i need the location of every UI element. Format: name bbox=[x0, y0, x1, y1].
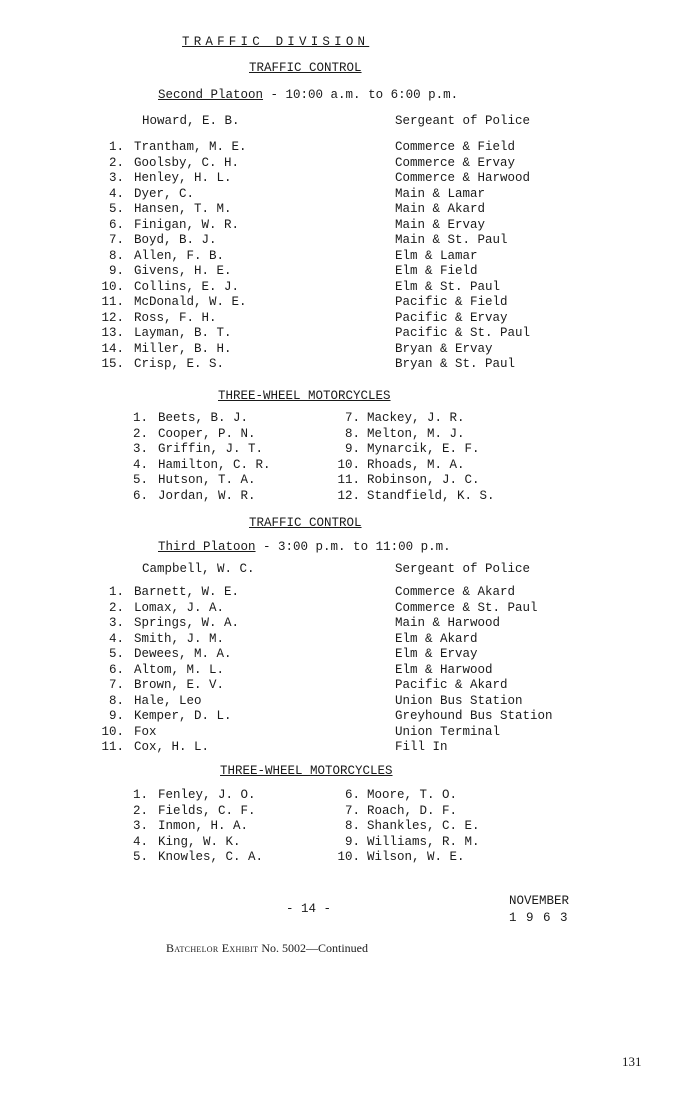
officer-name: Jordan, W. R. bbox=[158, 488, 256, 503]
post-location: Commerce & Field bbox=[395, 140, 516, 154]
post-location: Elm & Akard bbox=[395, 631, 478, 646]
row-number: 6. bbox=[132, 488, 148, 503]
roster-row bbox=[0, 233, 691, 249]
platoon2-label: Third Platoon bbox=[158, 540, 256, 554]
moto-row bbox=[0, 804, 691, 820]
officer-name: Trantham, M. E. bbox=[134, 140, 247, 154]
post-location: Elm & Lamar bbox=[395, 248, 478, 263]
post-location: Pacific & Ervay bbox=[395, 310, 508, 325]
row-number: 4. bbox=[108, 186, 124, 201]
roster-row bbox=[0, 187, 691, 203]
platoon2-heading bbox=[158, 540, 451, 555]
row-number: 9. bbox=[108, 709, 124, 723]
row-number: 2. bbox=[132, 803, 148, 818]
officer-name: Cox, H. L. bbox=[134, 740, 210, 754]
row-number: 10. bbox=[337, 457, 360, 472]
roster-row bbox=[0, 663, 691, 679]
officer-name: Shankles, C. E. bbox=[367, 819, 480, 833]
roster-row bbox=[0, 171, 691, 187]
officer-name: Moore, T. O. bbox=[367, 788, 458, 802]
post-location: Bryan & St. Paul bbox=[395, 357, 516, 371]
row-number: 4. bbox=[108, 631, 124, 646]
row-number: 3. bbox=[132, 819, 148, 833]
officer-name: Mynarcik, E. F. bbox=[367, 442, 480, 456]
moto-row bbox=[0, 427, 691, 443]
row-number: 8. bbox=[344, 426, 360, 441]
row-number: 5. bbox=[108, 647, 124, 661]
officer-name: Ross, F. H. bbox=[134, 310, 217, 325]
row-number: 7. bbox=[344, 803, 360, 818]
roster-row bbox=[0, 647, 691, 663]
roster-row bbox=[0, 249, 691, 265]
officer-name: Barnett, W. E. bbox=[134, 585, 240, 599]
post-location: Elm & Harwood bbox=[395, 662, 493, 677]
officer-name: Finigan, W. R. bbox=[134, 217, 240, 232]
post-location: Elm & Ervay bbox=[395, 647, 478, 661]
row-number: 12. bbox=[101, 310, 124, 325]
row-number: 1. bbox=[108, 585, 124, 599]
post-location: Union Terminal bbox=[395, 724, 501, 739]
officer-name: Kemper, D. L. bbox=[134, 709, 232, 723]
moto-row bbox=[0, 442, 691, 458]
sergeant2-name: Campbell, W. C. bbox=[142, 562, 255, 576]
roster-row bbox=[0, 616, 691, 632]
officer-name: Brown, E. V. bbox=[134, 678, 225, 692]
platoon1-hours: - 10:00 a.m. to 6:00 p.m. bbox=[270, 88, 459, 102]
moto-row bbox=[0, 850, 691, 866]
post-location: Commerce & Ervay bbox=[395, 155, 516, 170]
moto-row bbox=[0, 819, 691, 835]
officer-name: Fields, C. F. bbox=[158, 803, 256, 818]
post-location: Fill In bbox=[395, 740, 448, 754]
page-number: - 14 - bbox=[286, 902, 332, 916]
officer-name: Lomax, J. A. bbox=[134, 600, 225, 615]
exhibit-prefix: Batchelor Exhibit bbox=[166, 941, 259, 955]
row-number: 10. bbox=[101, 279, 124, 294]
exhibit-caption bbox=[166, 941, 368, 956]
row-number: 3. bbox=[132, 442, 148, 456]
officer-name: Fox bbox=[134, 724, 157, 739]
moto1-title: THREE-WHEEL MOTORCYCLES bbox=[218, 389, 391, 403]
post-location: Main & Ervay bbox=[395, 217, 486, 232]
post-location: Bryan & Ervay bbox=[395, 341, 493, 356]
officer-name: Standfield, K. S. bbox=[367, 488, 495, 503]
roster-row bbox=[0, 740, 691, 756]
footer-year: 1 9 6 3 bbox=[509, 911, 569, 925]
post-location: Main & Lamar bbox=[395, 186, 486, 201]
officer-name: Dewees, M. A. bbox=[134, 647, 232, 661]
row-number: 3. bbox=[108, 171, 124, 185]
row-number: 5. bbox=[132, 850, 148, 864]
officer-name: Inmon, H. A. bbox=[158, 819, 249, 833]
officer-name: Altom, M. L. bbox=[134, 662, 225, 677]
officer-name: Hale, Leo bbox=[134, 693, 202, 708]
officer-name: Dyer, C. bbox=[134, 186, 195, 201]
moto-row bbox=[0, 473, 691, 489]
moto-row bbox=[0, 489, 691, 505]
roster-row bbox=[0, 156, 691, 172]
row-number: 9. bbox=[108, 264, 124, 278]
section1-title: TRAFFIC CONTROL bbox=[249, 61, 362, 75]
row-number: 11. bbox=[337, 473, 360, 487]
roster-row bbox=[0, 218, 691, 234]
officer-name: Cooper, P. N. bbox=[158, 426, 256, 441]
officer-name: Rhoads, M. A. bbox=[367, 457, 465, 472]
platoon2-hours: - 3:00 p.m. to 11:00 p.m. bbox=[263, 540, 451, 554]
officer-name: Goolsby, C. H. bbox=[134, 155, 240, 170]
officer-name: Hamilton, C. R. bbox=[158, 457, 271, 472]
officer-name: Mackey, J. R. bbox=[367, 411, 465, 425]
officer-name: Springs, W. A. bbox=[134, 616, 240, 630]
officer-name: Givens, H. E. bbox=[134, 264, 232, 278]
sergeant1-name: Howard, E. B. bbox=[142, 114, 240, 128]
row-number: 11. bbox=[101, 740, 124, 754]
post-location: Commerce & Akard bbox=[395, 585, 516, 599]
officer-name: Allen, F. B. bbox=[134, 248, 225, 263]
post-location: Pacific & Akard bbox=[395, 678, 508, 692]
platoon1-label: Second Platoon bbox=[158, 88, 264, 102]
sergeant2-title: Sergeant of Police bbox=[395, 562, 531, 576]
officer-name: Wilson, W. E. bbox=[367, 850, 465, 864]
roster-row bbox=[0, 202, 691, 218]
exhibit-suffix: —Continued bbox=[306, 941, 368, 955]
roster-row bbox=[0, 342, 691, 358]
post-location: Commerce & St. Paul bbox=[395, 600, 538, 615]
post-location: Pacific & Field bbox=[395, 295, 508, 309]
row-number: 6. bbox=[344, 788, 360, 802]
roster-row bbox=[0, 709, 691, 725]
officer-name: Hutson, T. A. bbox=[158, 473, 256, 487]
roster-row bbox=[0, 326, 691, 342]
officer-name: Henley, H. L. bbox=[134, 171, 232, 185]
row-number: 2. bbox=[132, 426, 148, 441]
officer-name: McDonald, W. E. bbox=[134, 295, 247, 309]
officer-name: Layman, B. T. bbox=[134, 326, 232, 340]
roster-row bbox=[0, 585, 691, 601]
officer-name: Williams, R. M. bbox=[367, 834, 480, 849]
row-number: 10. bbox=[337, 850, 360, 864]
moto-row bbox=[0, 458, 691, 474]
row-number: 6. bbox=[108, 217, 124, 232]
roster-row bbox=[0, 140, 691, 156]
row-number: 7. bbox=[108, 233, 124, 247]
officer-name: Robinson, J. C. bbox=[367, 473, 480, 487]
officer-name: Melton, M. J. bbox=[367, 426, 465, 441]
officer-name: Hansen, T. M. bbox=[134, 202, 232, 216]
roster-row bbox=[0, 264, 691, 280]
post-location: Main & Harwood bbox=[395, 616, 501, 630]
moto-row bbox=[0, 835, 691, 851]
row-number: 5. bbox=[132, 473, 148, 487]
row-number: 1. bbox=[132, 411, 148, 425]
row-number: 8. bbox=[108, 693, 124, 708]
roster-row bbox=[0, 678, 691, 694]
roster-row bbox=[0, 295, 691, 311]
officer-name: Beets, B. J. bbox=[158, 411, 249, 425]
row-number: 1. bbox=[132, 788, 148, 802]
officer-name: Fenley, J. O. bbox=[158, 788, 256, 802]
officer-name: Griffin, J. T. bbox=[158, 442, 264, 456]
officer-name: Knowles, C. A. bbox=[158, 850, 264, 864]
row-number: 12. bbox=[337, 488, 360, 503]
officer-name: Miller, B. H. bbox=[134, 341, 232, 356]
officer-name: Collins, E. J. bbox=[134, 279, 240, 294]
roster-row bbox=[0, 725, 691, 741]
post-location: Greyhound Bus Station bbox=[395, 709, 553, 723]
post-location: Elm & St. Paul bbox=[395, 279, 501, 294]
post-location: Pacific & St. Paul bbox=[395, 326, 531, 340]
officer-name: King, W. K. bbox=[158, 834, 241, 849]
division-title: TRAFFIC DIVISION bbox=[182, 35, 370, 49]
exhibit-number: No. 5002 bbox=[261, 941, 306, 955]
moto-row bbox=[0, 411, 691, 427]
row-number: 2. bbox=[108, 600, 124, 615]
section2-title: TRAFFIC CONTROL bbox=[249, 516, 362, 530]
row-number: 2. bbox=[108, 155, 124, 170]
row-number: 1. bbox=[108, 140, 124, 154]
row-number: 9. bbox=[344, 834, 360, 849]
row-number: 7. bbox=[344, 411, 360, 425]
row-number: 8. bbox=[108, 248, 124, 263]
sergeant1-title: Sergeant of Police bbox=[395, 114, 531, 128]
roster-row bbox=[0, 601, 691, 617]
moto2-title: THREE-WHEEL MOTORCYCLES bbox=[220, 764, 393, 778]
roster-row bbox=[0, 632, 691, 648]
officer-name: Crisp, E. S. bbox=[134, 357, 225, 371]
row-number: 10. bbox=[101, 724, 124, 739]
post-location: Union Bus Station bbox=[395, 693, 523, 708]
row-number: 4. bbox=[132, 834, 148, 849]
post-location: Main & St. Paul bbox=[395, 233, 508, 247]
row-number: 8. bbox=[344, 819, 360, 833]
row-number: 14. bbox=[101, 341, 124, 356]
officer-name: Roach, D. F. bbox=[367, 803, 458, 818]
roster-row bbox=[0, 357, 691, 373]
row-number: 4. bbox=[132, 457, 148, 472]
roster-row bbox=[0, 311, 691, 327]
row-number: 13. bbox=[101, 326, 124, 340]
roster-row bbox=[0, 280, 691, 296]
row-number: 11. bbox=[101, 295, 124, 309]
post-location: Elm & Field bbox=[395, 264, 478, 278]
row-number: 15. bbox=[101, 357, 124, 371]
platoon1-heading bbox=[158, 88, 458, 103]
row-number: 9. bbox=[344, 442, 360, 456]
moto-row bbox=[0, 788, 691, 804]
footer-month: NOVEMBER bbox=[509, 894, 570, 908]
row-number: 7. bbox=[108, 678, 124, 692]
officer-name: Smith, J. M. bbox=[134, 631, 225, 646]
row-number: 5. bbox=[108, 202, 124, 216]
roster-row bbox=[0, 694, 691, 710]
post-location: Commerce & Harwood bbox=[395, 171, 531, 185]
officer-name: Boyd, B. J. bbox=[134, 233, 217, 247]
row-number: 3. bbox=[108, 616, 124, 630]
row-number: 6. bbox=[108, 662, 124, 677]
volume-page-number: 131 bbox=[622, 1054, 642, 1069]
post-location: Main & Akard bbox=[395, 202, 486, 216]
